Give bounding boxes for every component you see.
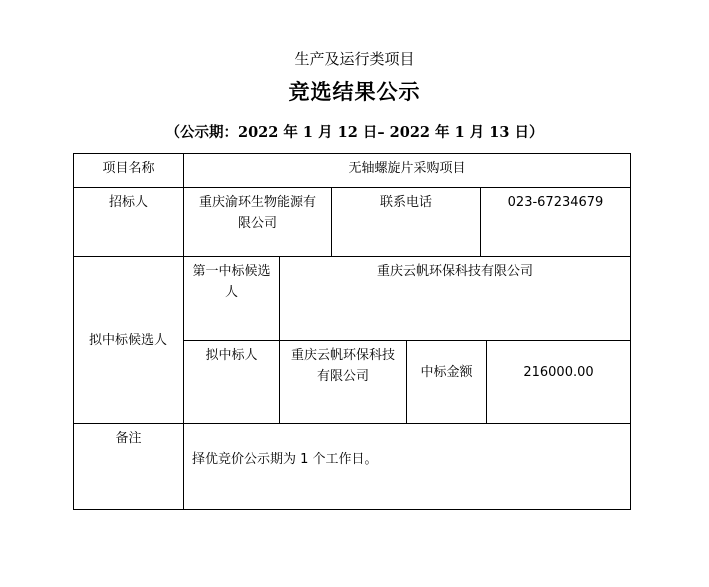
first-candidate-label: 第一中标候选人 (192, 264, 271, 300)
remarks-label: 备注 (115, 431, 142, 446)
table-border-bottom (73, 509, 631, 510)
tenderer-value: 重庆渝环生物能源有限公司 (198, 195, 316, 231)
phone-label: 联系电话 (379, 195, 432, 210)
publicity-period: （公示期：2022 年 1 月 12 日– 2022 年 1 月 13 日） (165, 124, 544, 141)
amount-label: 中标金额 (420, 364, 473, 380)
table-border-right (630, 153, 631, 510)
phone-value: 023-67234679 (507, 195, 604, 210)
tenderer-label: 招标人 (108, 195, 148, 210)
winner-value: 重庆云帆环保科技有限公司 (290, 348, 395, 384)
document-category: 生产及运行类项目 (294, 50, 415, 68)
project-name-value: 无轴螺旋片采购项目 (348, 161, 466, 176)
first-candidate-value: 重庆云帆环保科技有限公司 (376, 264, 533, 279)
candidate-label: 拟中标候选人 (88, 332, 167, 348)
document-title: 竞选结果公示 (288, 80, 421, 104)
amount-value: 216000.00 (523, 364, 594, 380)
remarks-value: 择优竞价公示期为 1 个工作日。 (192, 452, 378, 467)
project-name-label: 项目名称 (102, 161, 155, 176)
winner-label: 拟中标人 (205, 348, 258, 363)
